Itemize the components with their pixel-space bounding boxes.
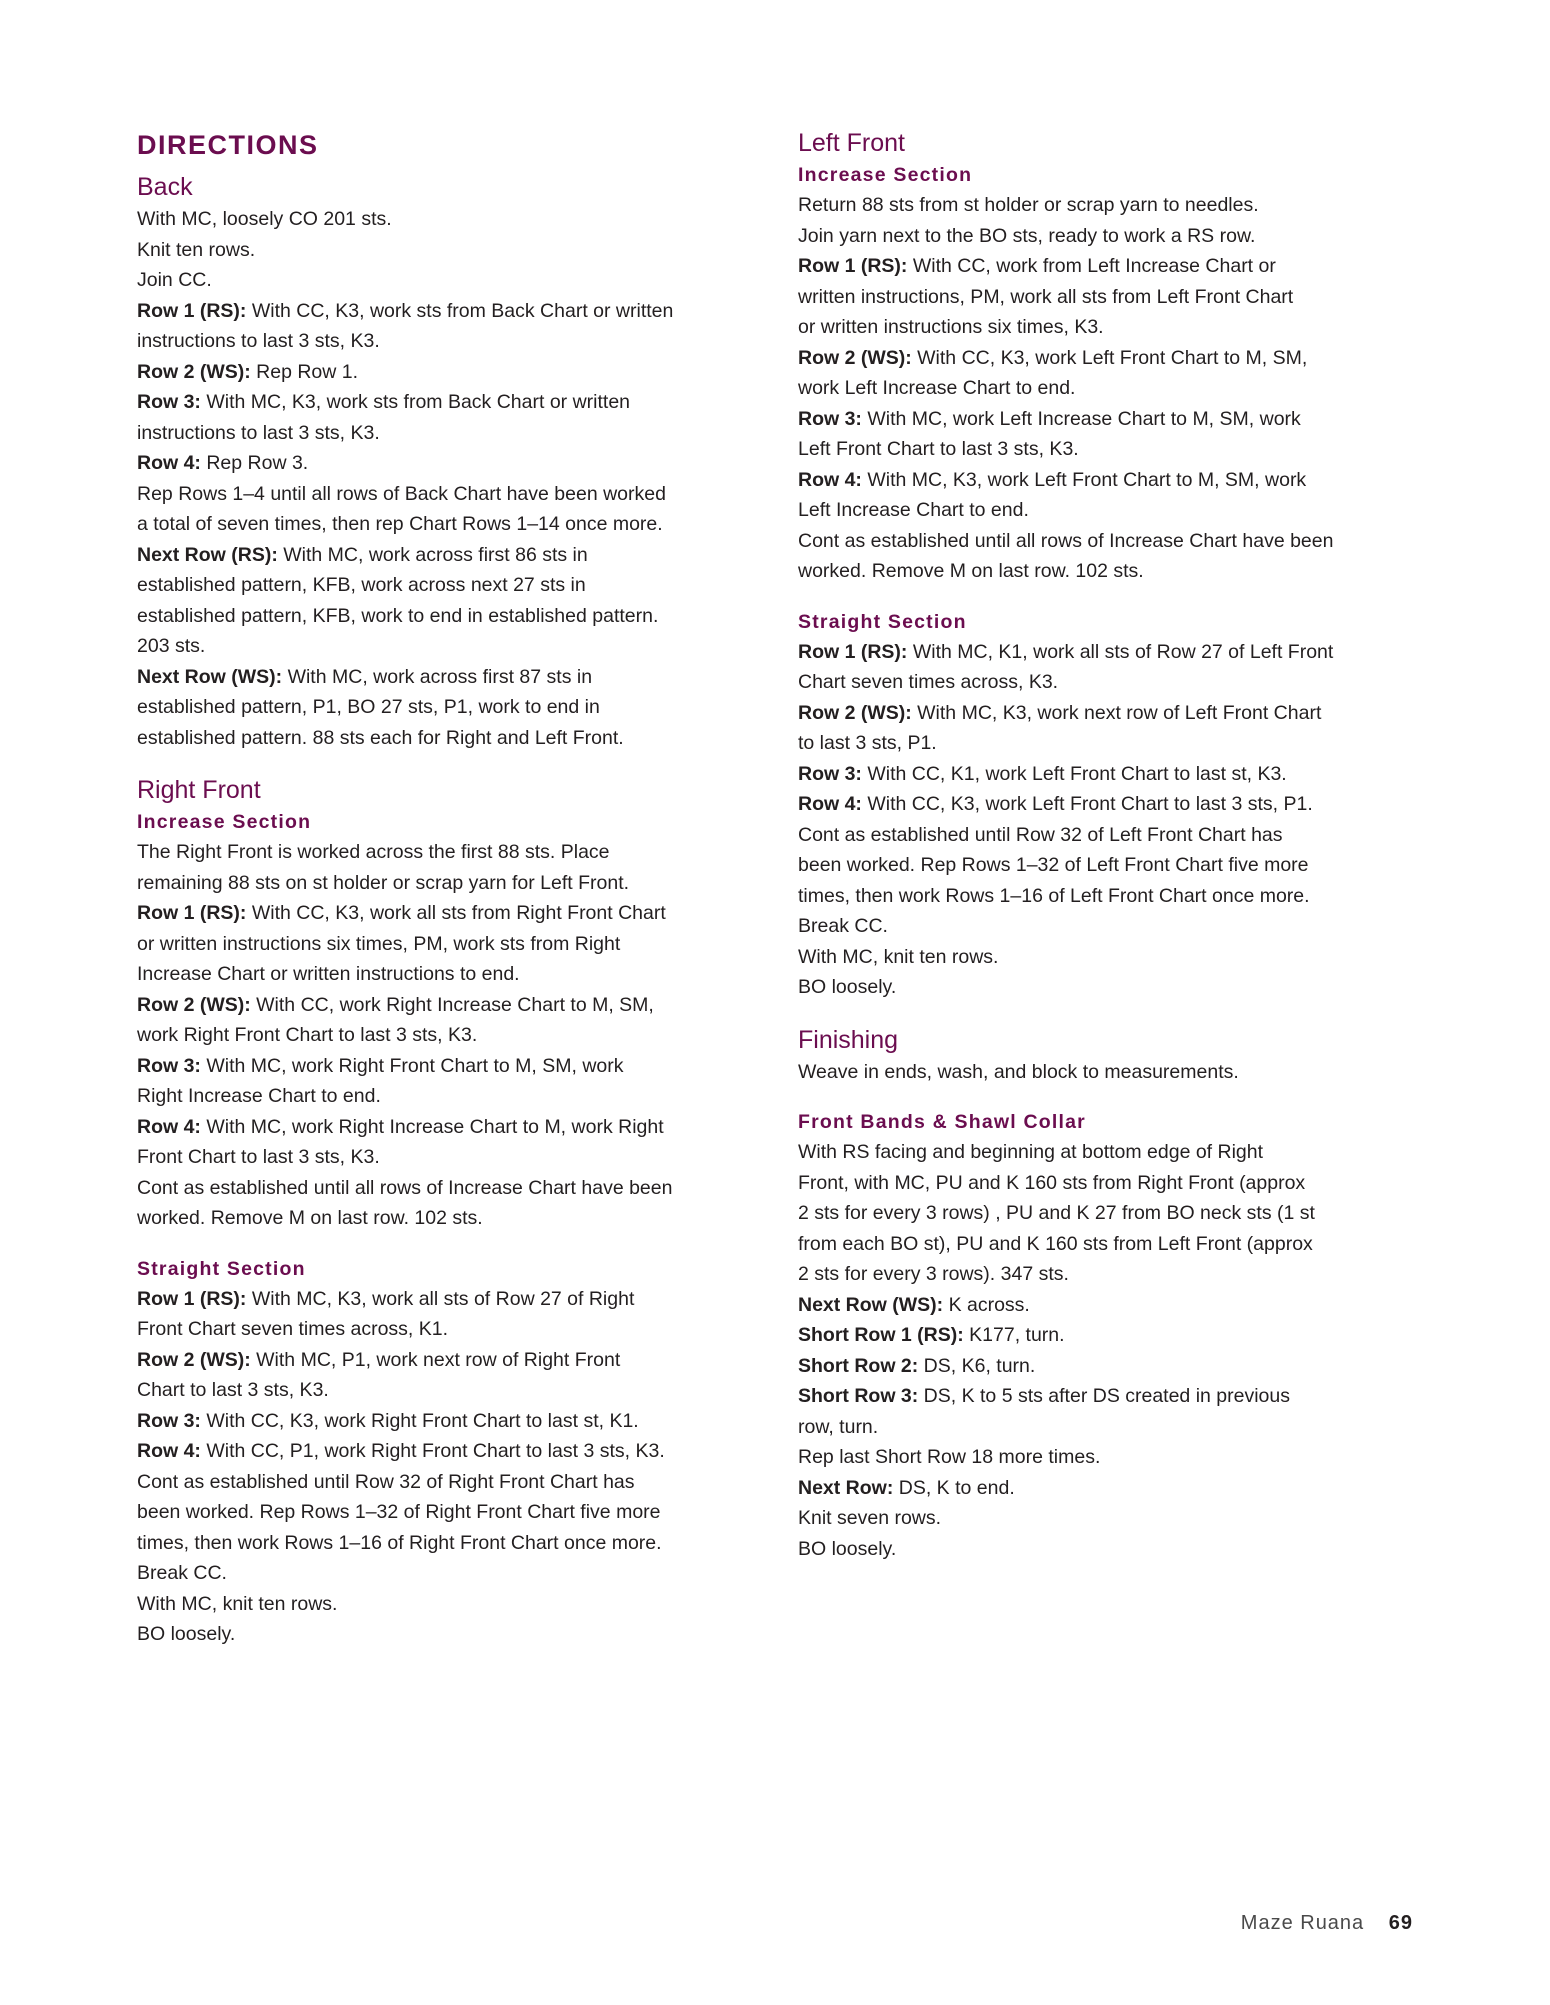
instruction-line — [137, 1112, 761, 1143]
instruction-line — [798, 465, 1422, 496]
left-front-increase-heading: Increase Section — [798, 164, 973, 186]
row-label: Next Row (WS): — [137, 665, 283, 688]
instruction-line — [137, 570, 761, 601]
instruction-text: With MC, K3, work sts from Back Chart or written — [200, 391, 631, 413]
instruction-text: 2 sts for every 3 rows). 347 sts. — [798, 1263, 1069, 1285]
left-front-straight-heading: Straight Section — [798, 610, 967, 633]
row-label: Short Row 2: — [798, 1354, 919, 1377]
instruction-line — [798, 251, 1422, 282]
instruction-line — [137, 1406, 761, 1437]
row-label: Row 2 (WS): — [137, 1348, 251, 1371]
instruction-text: Increase Chart or written instructions to end. — [137, 963, 520, 985]
instruction-text: Chart seven times across, K3. — [798, 671, 1059, 693]
instruction-line — [137, 1528, 761, 1559]
row-label: Row 2 (WS): — [137, 360, 251, 383]
instruction-line — [137, 631, 761, 662]
instruction-line — [798, 373, 1422, 404]
left-front-heading: Left Front — [798, 129, 905, 157]
row-label: Next Row (RS): — [137, 543, 278, 566]
finishing-instructions — [798, 1057, 1422, 1088]
instruction-text: Left Increase Chart to end. — [798, 499, 1029, 521]
instruction-text: instructions to last 3 sts, K3. — [137, 421, 380, 444]
instruction-line — [137, 1375, 761, 1406]
row-label: Next Row (WS): — [798, 1293, 944, 1316]
instruction-line — [798, 1381, 1422, 1412]
instruction-line — [137, 692, 761, 723]
instruction-text: With MC, work Left Increase Chart to M, SM, work — [861, 407, 1301, 430]
instruction-text: Rep Row 3. — [200, 452, 309, 474]
instruction-line — [137, 235, 761, 266]
right-front-straight-heading: Straight Section — [137, 1257, 306, 1280]
instruction-line — [137, 1173, 761, 1204]
instruction-line — [798, 911, 1422, 942]
instruction-text: Cont as established until Row 32 of Left Front Chart has — [798, 823, 1283, 846]
instruction-text: With MC, knit ten rows. — [137, 1592, 338, 1615]
instruction-text: With MC, K3, work Left Front Chart to M, SM, work — [861, 468, 1307, 491]
instruction-text: Right Increase Chart to end. — [137, 1085, 381, 1107]
instruction-text: written instructions, PM, work all sts from Left Front Chart — [798, 285, 1294, 308]
instruction-line — [137, 898, 761, 929]
instruction-text: Join yarn next to the BO sts, ready to work a RS row. — [798, 224, 1256, 247]
instruction-line — [798, 221, 1422, 252]
instruction-text: established pattern, P1, BO 27 sts, P1, work to end in — [137, 696, 600, 718]
instruction-text: Cont as established until Row 32 of Right Front Chart has — [137, 1470, 635, 1493]
instruction-line — [137, 479, 761, 510]
instruction-text: Front Chart to last 3 sts, K3. — [137, 1146, 380, 1168]
row-label: Row 2 (WS): — [798, 346, 912, 369]
instruction-text: established pattern, KFB, work across next 27 sts in — [137, 574, 586, 596]
instruction-text: Return 88 sts from st holder or scrap yarn to needles. — [798, 194, 1259, 216]
instruction-line — [798, 282, 1422, 313]
instruction-line — [137, 1589, 761, 1620]
row-label: Row 1 (RS): — [798, 640, 908, 663]
instruction-text: K177, turn. — [963, 1324, 1065, 1346]
instruction-line — [798, 1057, 1422, 1088]
instruction-text: or written instructions six times, K3. — [798, 316, 1104, 338]
instruction-text: BO loosely. — [137, 1623, 236, 1645]
instruction-text: With MC, work across first 87 sts in — [282, 665, 593, 688]
instruction-text: With MC, P1, work next row of Right Front — [250, 1348, 621, 1371]
instruction-line — [798, 789, 1422, 820]
instruction-text: With MC, loosely CO 201 sts. — [137, 208, 392, 230]
instruction-line — [137, 723, 761, 754]
instruction-text: With MC, work across first 86 sts in — [277, 543, 588, 566]
instruction-text: been worked. Rep Rows 1–32 of Left Front Chart five more — [798, 854, 1309, 876]
row-label: Row 1 (RS): — [137, 299, 247, 322]
instruction-text: or written instructions six times, PM, work sts from Right — [137, 932, 621, 955]
instruction-line — [798, 881, 1422, 912]
row-label: Row 4: — [798, 468, 862, 491]
row-label: Row 3: — [798, 407, 862, 430]
instruction-text: With CC, K3, work all sts from Right Front Chart — [246, 902, 666, 924]
instruction-text: work Right Front Chart to last 3 sts, K3. — [137, 1024, 478, 1046]
instruction-text: Chart to last 3 sts, K3. — [137, 1379, 329, 1401]
instruction-line — [798, 434, 1422, 465]
instruction-line — [137, 1051, 761, 1082]
instruction-line — [137, 990, 761, 1021]
instruction-text: DS, K6, turn. — [918, 1354, 1036, 1377]
instruction-line — [798, 850, 1422, 881]
instruction-line — [137, 1020, 761, 1051]
instruction-line — [137, 418, 761, 449]
instruction-line — [137, 1081, 761, 1112]
instruction-text: With CC, K3, work Left Front Chart to last 3 sts, P1. — [861, 793, 1313, 815]
instruction-line — [137, 929, 761, 960]
instruction-text: With CC, work from Left Increase Chart or — [907, 255, 1276, 277]
instruction-line — [798, 1198, 1422, 1229]
instruction-line — [137, 662, 761, 693]
instruction-text: worked. Remove M on last row. 102 sts. — [137, 1207, 483, 1229]
instruction-line — [798, 637, 1422, 668]
instruction-line — [137, 296, 761, 327]
instruction-line — [798, 1137, 1422, 1168]
instruction-line — [137, 868, 761, 899]
row-label: Row 3: — [137, 1054, 201, 1077]
instruction-line — [798, 1351, 1422, 1382]
instruction-text: BO loosely. — [798, 1537, 897, 1560]
row-label: Short Row 1 (RS): — [798, 1324, 964, 1346]
instruction-line — [137, 326, 761, 357]
back-instructions — [137, 204, 761, 753]
row-label: Row 4: — [137, 1440, 201, 1462]
instruction-text: a total of seven times, then rep Chart Rows 1–14 once more. — [137, 513, 663, 535]
instruction-text: established pattern, KFB, work to end in established pattern. — [137, 604, 659, 627]
instruction-line — [137, 1142, 761, 1173]
instruction-line — [137, 1436, 761, 1467]
instruction-line — [137, 1558, 761, 1589]
instruction-line — [137, 1203, 761, 1234]
instruction-line — [137, 1467, 761, 1498]
instruction-line — [798, 312, 1422, 343]
instruction-text: With CC, work Right Increase Chart to M, SM, — [250, 993, 654, 1016]
instruction-line — [798, 1473, 1422, 1504]
row-label: Row 4: — [798, 793, 862, 815]
instruction-line — [137, 509, 761, 540]
instruction-text: been worked. Rep Rows 1–32 of Right Front Chart five more — [137, 1501, 661, 1523]
instruction-line — [798, 526, 1422, 557]
instruction-line — [798, 1503, 1422, 1534]
instruction-line — [137, 357, 761, 388]
instruction-text: Knit seven rows. — [798, 1507, 942, 1529]
row-label: Row 2 (WS): — [137, 993, 251, 1016]
instruction-line — [798, 728, 1422, 759]
instruction-text: With MC, K1, work all sts of Row 27 of Left Front — [907, 640, 1334, 663]
instruction-line — [798, 404, 1422, 435]
page-footer — [1241, 1912, 1413, 1935]
instruction-text: Rep Rows 1–4 until all rows of Back Chart have been worked — [137, 482, 666, 505]
instruction-line — [798, 1534, 1422, 1565]
instruction-line — [798, 556, 1422, 587]
page-number: 69 — [1388, 1912, 1413, 1934]
instruction-text: work Left Increase Chart to end. — [798, 377, 1076, 399]
instruction-line — [798, 1412, 1422, 1443]
instruction-line — [798, 1229, 1422, 1260]
instruction-line — [798, 495, 1422, 526]
row-label: Row 3: — [798, 762, 862, 785]
instruction-text: Front Chart seven times across, K1. — [137, 1318, 449, 1340]
instruction-text: times, then work Rows 1–16 of Right Front Chart once more. — [137, 1531, 662, 1554]
right-front-straight-instructions — [137, 1284, 761, 1650]
right-column — [798, 126, 1422, 1584]
footer-pattern-title: Maze Ruana — [1240, 1912, 1365, 1934]
instruction-text: K across. — [943, 1293, 1030, 1316]
instruction-text: Left Front Chart to last 3 sts, K3. — [798, 438, 1079, 460]
row-label: Row 1 (RS): — [798, 255, 908, 277]
row-label: Row 2 (WS): — [798, 701, 912, 724]
instruction-text: from each BO st), PU and K 160 sts from Left Front (approx — [798, 1232, 1313, 1255]
instruction-line — [137, 1619, 761, 1650]
front-bands-instructions — [798, 1137, 1422, 1564]
instruction-text: With CC, K3, work sts from Back Chart or written — [246, 299, 674, 322]
instruction-text: 203 sts. — [137, 635, 206, 657]
instruction-line — [798, 942, 1422, 973]
left-front-straight-instructions — [798, 637, 1422, 1003]
instruction-line — [798, 1442, 1422, 1473]
instruction-line — [137, 387, 761, 418]
instruction-line — [137, 601, 761, 632]
instruction-text: worked. Remove M on last row. 102 sts. — [798, 560, 1144, 582]
instruction-text: Cont as established until all rows of Increase Chart have been — [798, 529, 1334, 552]
instruction-line — [137, 540, 761, 571]
instruction-text: row, turn. — [798, 1415, 879, 1438]
row-label: Row 4: — [137, 1115, 201, 1138]
instruction-text: Rep last Short Row 18 more times. — [798, 1446, 1101, 1468]
instruction-text: 2 sts for every 3 rows) , PU and K 27 from BO neck sts (1 st — [798, 1202, 1315, 1224]
instruction-text: Weave in ends, wash, and block to measurements. — [798, 1060, 1239, 1083]
instruction-line — [137, 1284, 761, 1315]
left-column — [137, 126, 761, 1670]
instruction-text: Break CC. — [137, 1562, 227, 1584]
instruction-line — [798, 343, 1422, 374]
instruction-line — [798, 759, 1422, 790]
instruction-text: With CC, K3, work Right Front Chart to last st, K1. — [200, 1409, 639, 1432]
left-front-increase-instructions — [798, 190, 1422, 587]
back-heading: Back — [137, 173, 193, 201]
instruction-text: With MC, work Right Front Chart to M, SM, work — [200, 1054, 624, 1077]
row-label: Row 1 (RS): — [137, 1287, 247, 1310]
instruction-text: instructions to last 3 sts, K3. — [137, 330, 380, 352]
instruction-line — [137, 1314, 761, 1345]
instruction-text: With RS facing and beginning at bottom edge of Right — [798, 1141, 1264, 1163]
instruction-text: With CC, K3, work Left Front Chart to M, SM, — [911, 346, 1308, 369]
instruction-text: Join CC. — [137, 269, 212, 291]
instruction-line — [137, 1345, 761, 1376]
instruction-text: With CC, K1, work Left Front Chart to last st, K3. — [861, 762, 1287, 785]
instruction-text: established pattern. 88 sts each for Right and Left Front. — [137, 726, 624, 749]
instruction-line — [137, 448, 761, 479]
instruction-line — [137, 837, 761, 868]
row-label: Row 1 (RS): — [137, 902, 247, 924]
instruction-line — [798, 820, 1422, 851]
instruction-text: BO loosely. — [798, 976, 897, 998]
instruction-line — [137, 1497, 761, 1528]
right-front-heading: Right Front — [137, 776, 261, 804]
instruction-line — [798, 1259, 1422, 1290]
instruction-text: Knit ten rows. — [137, 238, 256, 261]
instruction-text: to last 3 sts, P1. — [798, 732, 937, 754]
instruction-line — [798, 1320, 1422, 1351]
instruction-text: With CC, P1, work Right Front Chart to last 3 sts, K3. — [200, 1440, 665, 1462]
instruction-text: DS, K to end. — [893, 1476, 1015, 1499]
instruction-line — [798, 1290, 1422, 1321]
instruction-line — [798, 972, 1422, 1003]
row-label: Row 3: — [137, 391, 201, 413]
instruction-text: Break CC. — [798, 915, 888, 937]
row-label: Next Row: — [798, 1476, 894, 1499]
instruction-text: Cont as established until all rows of Increase Chart have been — [137, 1176, 673, 1199]
finishing-heading: Finishing — [798, 1025, 899, 1054]
instruction-text: times, then work Rows 1–16 of Left Front Chart once more. — [798, 884, 1310, 907]
instruction-line — [798, 698, 1422, 729]
instruction-line — [798, 190, 1422, 221]
row-label: Short Row 3: — [798, 1385, 919, 1407]
instruction-text: The Right Front is worked across the first 88 sts. Place — [137, 841, 610, 863]
instruction-text: Rep Row 1. — [250, 360, 359, 383]
instruction-text: DS, K to 5 sts after DS created in previous — [918, 1385, 1290, 1407]
instruction-text: With MC, work Right Increase Chart to M, work Right — [200, 1115, 664, 1138]
instruction-text: Front, with MC, PU and K 160 sts from Right Front (approx — [798, 1171, 1306, 1194]
instruction-text: With MC, knit ten rows. — [798, 945, 999, 968]
row-label: Row 4: — [137, 452, 201, 474]
right-front-increase-instructions — [137, 837, 761, 1234]
row-label: Row 3: — [137, 1409, 201, 1432]
instruction-line — [137, 959, 761, 990]
right-front-increase-heading: Increase Section — [137, 811, 312, 833]
instruction-line — [137, 265, 761, 296]
instruction-line — [137, 204, 761, 235]
directions-heading: DIRECTIONS — [137, 130, 319, 160]
instruction-text: remaining 88 sts on st holder or scrap yarn for Left Front. — [137, 871, 630, 894]
instruction-text: With MC, K3, work all sts of Row 27 of Right — [246, 1287, 635, 1310]
instruction-text: With MC, K3, work next row of Left Front Chart — [911, 701, 1322, 724]
instruction-line — [798, 1168, 1422, 1199]
front-bands-heading: Front Bands & Shawl Collar — [798, 1111, 1086, 1133]
instruction-line — [798, 667, 1422, 698]
